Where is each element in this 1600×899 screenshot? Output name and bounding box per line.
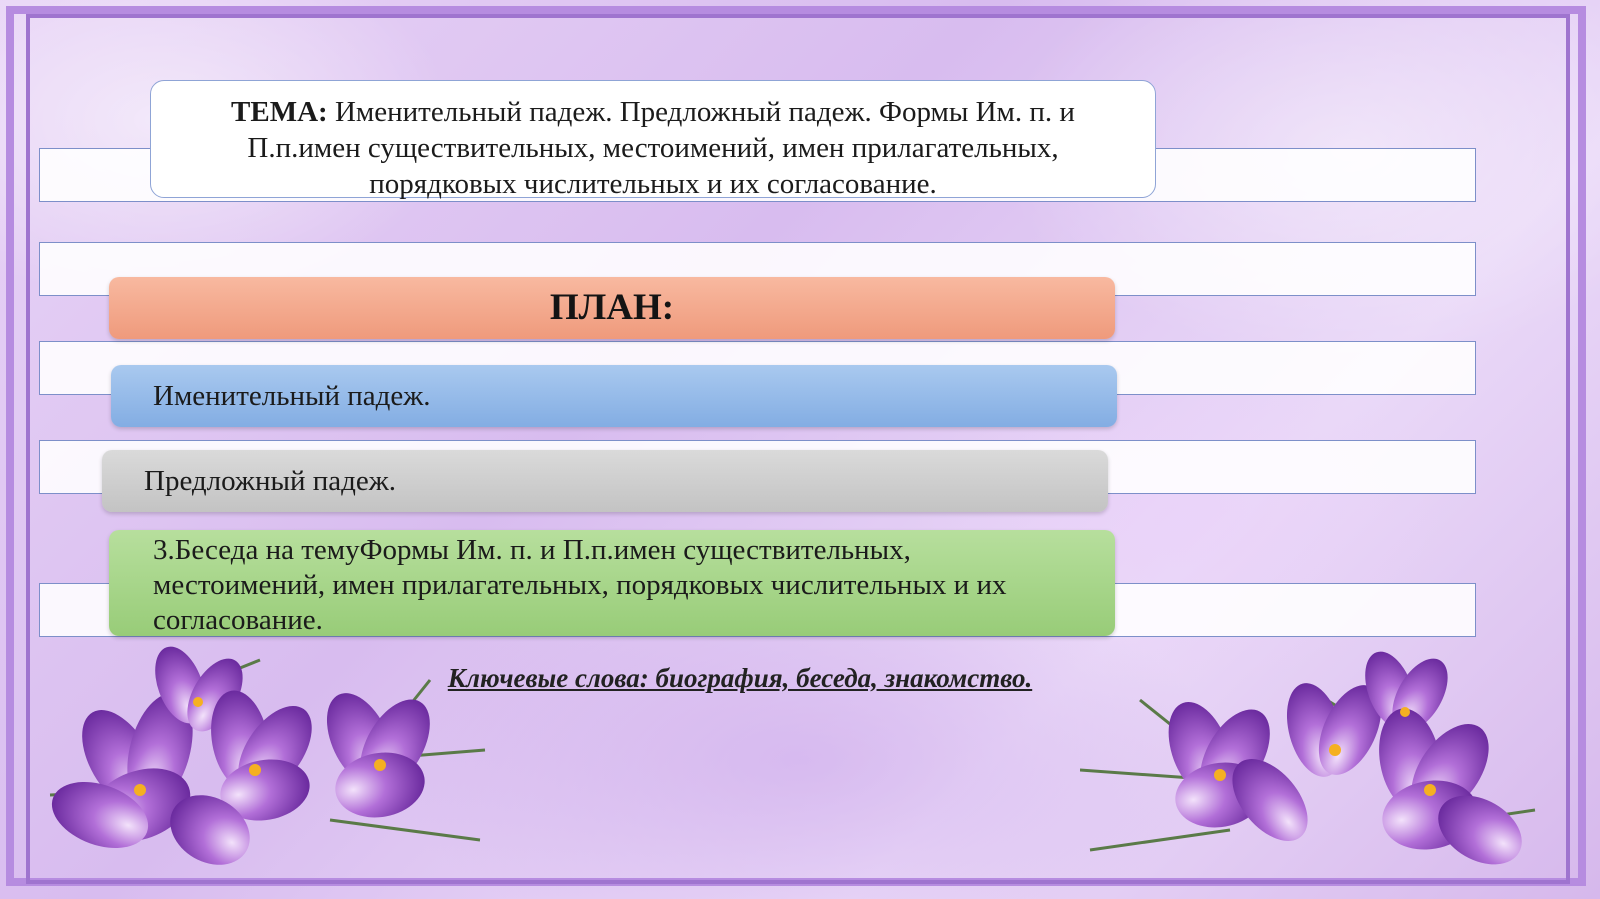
theme-label: ТЕМА: [231, 96, 328, 128]
plan-item-prepositional: Предложный падеж. [102, 450, 1108, 512]
crocus-flowers-left [30, 640, 500, 880]
crocus-flowers-right [1080, 650, 1550, 890]
plan-header: ПЛАН: [109, 277, 1115, 339]
plan-item-nominative: Именительный падеж. [111, 365, 1117, 427]
theme-box [150, 80, 1156, 198]
theme-text: Именительный падеж. Предложный падеж. Формы Им. п. и П.п.имен существительных, местоимений, имен прилагательных, порядковых числительных и их согласование. [247, 96, 1075, 200]
keywords-text: Ключевые слова: биография, беседа, знакомство. [447, 663, 1033, 693]
plan-item-conversation: 3.Беседа на темуФормы Им. п. и П.п.имен существительных, местоимений, имен прилагательных, порядковых числительных и их согласование. [109, 530, 1115, 636]
